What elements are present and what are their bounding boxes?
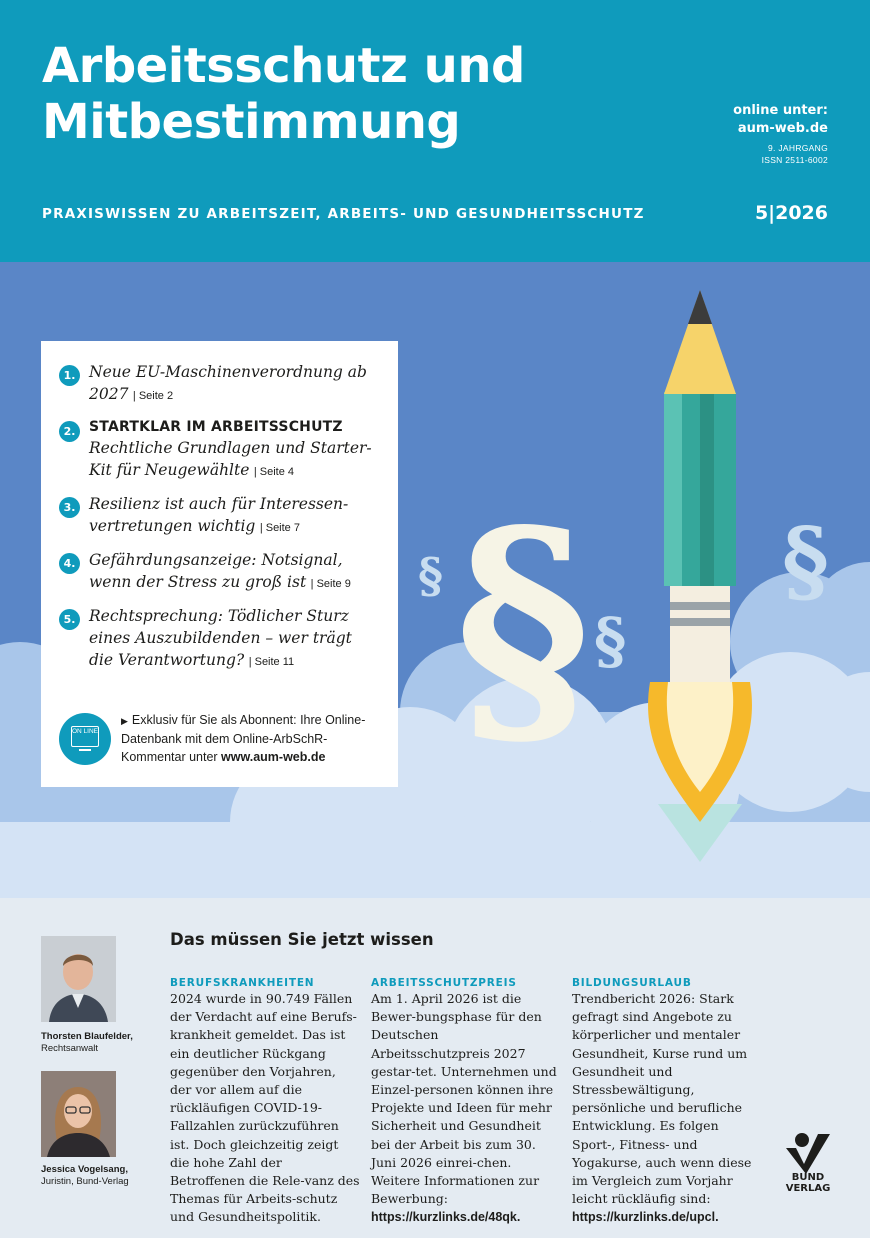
news-column-bildungsurlaub	[572, 976, 762, 1226]
monitor-stand	[79, 749, 91, 751]
news-column-heading: BERUFSKRANKHEITEN	[170, 977, 315, 989]
toc-item-title: Rechtliche Grundlagen und Starter-Kit für Neugewählte	[89, 439, 372, 479]
title-line-1: Arbeitsschutz und	[42, 38, 525, 94]
title-line-2: Mitbestimmung	[42, 94, 461, 150]
online-note-link[interactable]: www.aum-web.de	[221, 750, 326, 764]
news-column-link[interactable]: https://kurzlinks.de/48qk.	[371, 1210, 521, 1225]
news-column-heading: ARBEITSSCHUTZPREIS	[371, 977, 517, 989]
toc-page-ref: | Seite 9	[310, 578, 351, 590]
toc-item[interactable]	[59, 361, 378, 405]
toc-item[interactable]	[59, 417, 378, 481]
logo-line-2: VERLAG	[785, 1183, 831, 1194]
arrow-right-icon: ▶	[121, 716, 128, 726]
author-role: Juristin, Bund-Verlag	[41, 1176, 129, 1187]
logo-line-1: BUND	[791, 1172, 825, 1183]
author-name: Jessica Vogelsang,	[41, 1164, 128, 1175]
toc-item-title: Gefährdungsanzeige: Notsignal, wenn der Stress zu groß ist	[89, 551, 343, 591]
toc-page-ref: | Seite 7	[259, 522, 300, 534]
issn-label: ISSN 2511-6002	[761, 155, 828, 165]
toc-page-ref: | Seite 4	[253, 466, 295, 478]
author-caption	[41, 1031, 151, 1055]
author-role: Rechtsanwalt	[41, 1043, 99, 1054]
section-title: Das müssen Sie jetzt wissen	[170, 930, 434, 949]
toc-number-badge: 4.	[59, 553, 80, 574]
issue-number: 5|2026	[754, 202, 828, 224]
online-url[interactable]: aum-web.de	[737, 121, 828, 136]
toc-item-title: Resilienz ist auch für Interessen-vertretungen wichtig	[89, 495, 349, 535]
news-column-body: Trendbericht 2026: Stark gefragt sind Angebote zu körperlicher und mentaler Gesundheit, Kurse rund um Gesundheit und Stressbewältigung, persönliche und berufliche Entwicklung. Es folgen Sport-, Fitness- und Yogakurse, auch wenn diese im Vergleich zum Vorjahr leicht rückläufig sind:	[572, 991, 752, 1207]
volume-label: 9. JAHRGANG	[768, 143, 828, 153]
paragraph-symbol-large: §	[455, 474, 591, 779]
toc-item[interactable]	[59, 493, 378, 537]
toc-page-ref: | Seite 2	[132, 390, 174, 402]
toc-number-badge: 1.	[59, 365, 80, 386]
toc-item-title: Neue EU-Maschinenverordnung ab 2027	[89, 363, 367, 403]
online-reference	[733, 102, 828, 138]
toc-number-badge: 5.	[59, 609, 80, 630]
news-column-arbeitsschutzpreis	[371, 976, 561, 1226]
toc-item[interactable]	[59, 549, 378, 593]
news-column-berufskrankheiten	[170, 976, 360, 1227]
online-monitor-icon	[59, 713, 111, 765]
paragraph-symbol-small-right: §	[782, 508, 830, 614]
table-of-contents	[41, 341, 398, 787]
toc-page-ref: | Seite 11	[248, 656, 295, 668]
toc-number-badge: 3.	[59, 497, 80, 518]
news-column-body: 2024 wurde in 90.749 Fällen der Verdacht auf eine Berufs-krankheit gemeldet. Das ist ein deutlicher Rückgang gegenüber den Vorjahren, der vor allem auf die rückläufigen COVID-19-Fallzahlen zurückzuführen ist. Doch gleichzeitig zeigt die hohe Zahl der Betroffenen die Rele-vanz des Themas für Arbeits-schutz und Gesundheitspolitik.	[170, 991, 360, 1225]
news-section	[0, 898, 870, 1238]
author-photo-vogelsang	[41, 1071, 116, 1157]
news-column-link[interactable]: https://kurzlinks.de/upcl.	[572, 1210, 719, 1225]
toc-item-title: Rechtsprechung: Tödlicher Sturz eines Auszubildenden – wer trägt die Verantwortung?	[89, 607, 352, 669]
publication-meta	[762, 142, 828, 166]
paragraph-symbol-small-mid: §	[594, 604, 627, 677]
news-column-heading: BILDUNGSURLAUB	[572, 977, 692, 989]
online-icon-label: ON LINE	[71, 726, 99, 747]
toc-number-badge: 2.	[59, 421, 80, 442]
author-caption	[41, 1164, 151, 1188]
masthead	[0, 0, 870, 262]
online-note-text	[121, 711, 381, 766]
toc-item[interactable]	[59, 605, 378, 671]
magazine-title	[42, 38, 525, 150]
paragraph-symbol-small-left: §	[418, 548, 444, 604]
magazine-subtitle: PRAXISWISSEN ZU ARBEITSZEIT, ARBEITS- UND GESUNDHEITSSCHUTZ	[42, 206, 645, 222]
online-note-body: Exklusiv für Sie als Abonnent: Ihre Online-Datenbank mit dem Online-ArbSchR-Kommentar unter	[121, 713, 366, 764]
author-name: Thorsten Blaufelder,	[41, 1031, 133, 1042]
toc-item-kicker: STARTKLAR IM ARBEITSSCHUTZ	[89, 419, 343, 435]
online-label: online unter:	[733, 103, 828, 118]
news-column-body: Am 1. April 2026 ist die Bewer-bungsphase für den Deutschen Arbeitsschutzpreis 2027 gestar-tet. Unternehmen und Einzel-personen können ihre Projekte und Ideen für mehr Sicherheit und Gesundheit bei der Arbeit bis zum 30. Juni 2026 einrei-chen. Weitere Informationen zur Bewerbung:	[371, 991, 557, 1207]
publisher-logo-text	[782, 1172, 834, 1194]
author-photo-blaufelder	[41, 936, 116, 1022]
